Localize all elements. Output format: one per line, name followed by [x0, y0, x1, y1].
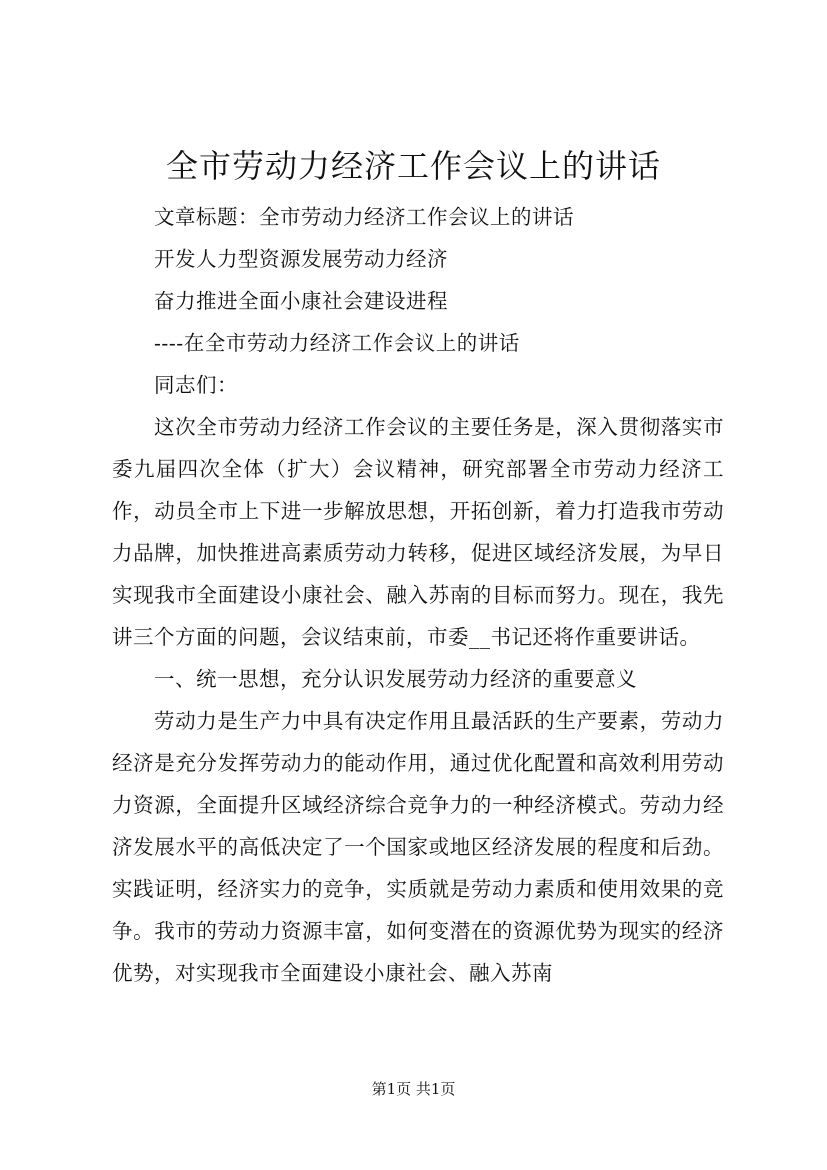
- document-title: 全市劳动力经济工作会议上的讲话: [165, 147, 661, 185]
- subtitle-line-3: ----在全市劳动力经济工作会议上的讲话: [154, 331, 520, 355]
- article-title-line: 文章标题：全市劳动力经济工作会议上的讲话: [154, 205, 574, 229]
- subtitle-line-2: 奋力推进全面小康社会建设进程: [154, 289, 448, 313]
- section-heading-1: 一、统一思想，充分认识发展劳动力经济的重要意义: [154, 667, 637, 691]
- page-footer: 第1页 共1页: [371, 1080, 456, 1098]
- document-body: [112, 196, 724, 994]
- paragraph-section-1: 劳动力是生产力中具有决定作用且最活跃的生产要素，劳动力经济是充分发挥劳动力的能动作用，通过优化配置和高效利用劳动力资源，全面提升区域经济综合竞争力的一种经济模式。劳动力经济发展水平的高低决定了一个国家或地区经济发展的程度和后劲。实践证明，经济实力的竞争，实质就是劳动力素质和使用效果的竞争。我市的劳动力资源丰富，如何变潜在的资源优势为现实的经济优势，对实现我市全面建设小康社会、融入苏南: [112, 709, 724, 985]
- salutation: 同志们：: [154, 373, 238, 397]
- paragraph-intro: 这次全市劳动力经济工作会议的主要任务是，深入贯彻落实市委九届四次全体（扩大）会议精神，研究部署全市劳动力经济工作，动员全市上下进一步解放思想，开拓创新，着力打造我市劳动力品牌，加快推进高素质劳动力转移，促进区域经济发展，为早日实现我市全面建设小康社会、融入苏南的目标而努力。现在，我先讲三个方面的问题，会议结束前，市委__书记还将作重要讲话。: [112, 415, 724, 649]
- subtitle-line-1: 开发人力型资源发展劳动力经济: [154, 247, 448, 271]
